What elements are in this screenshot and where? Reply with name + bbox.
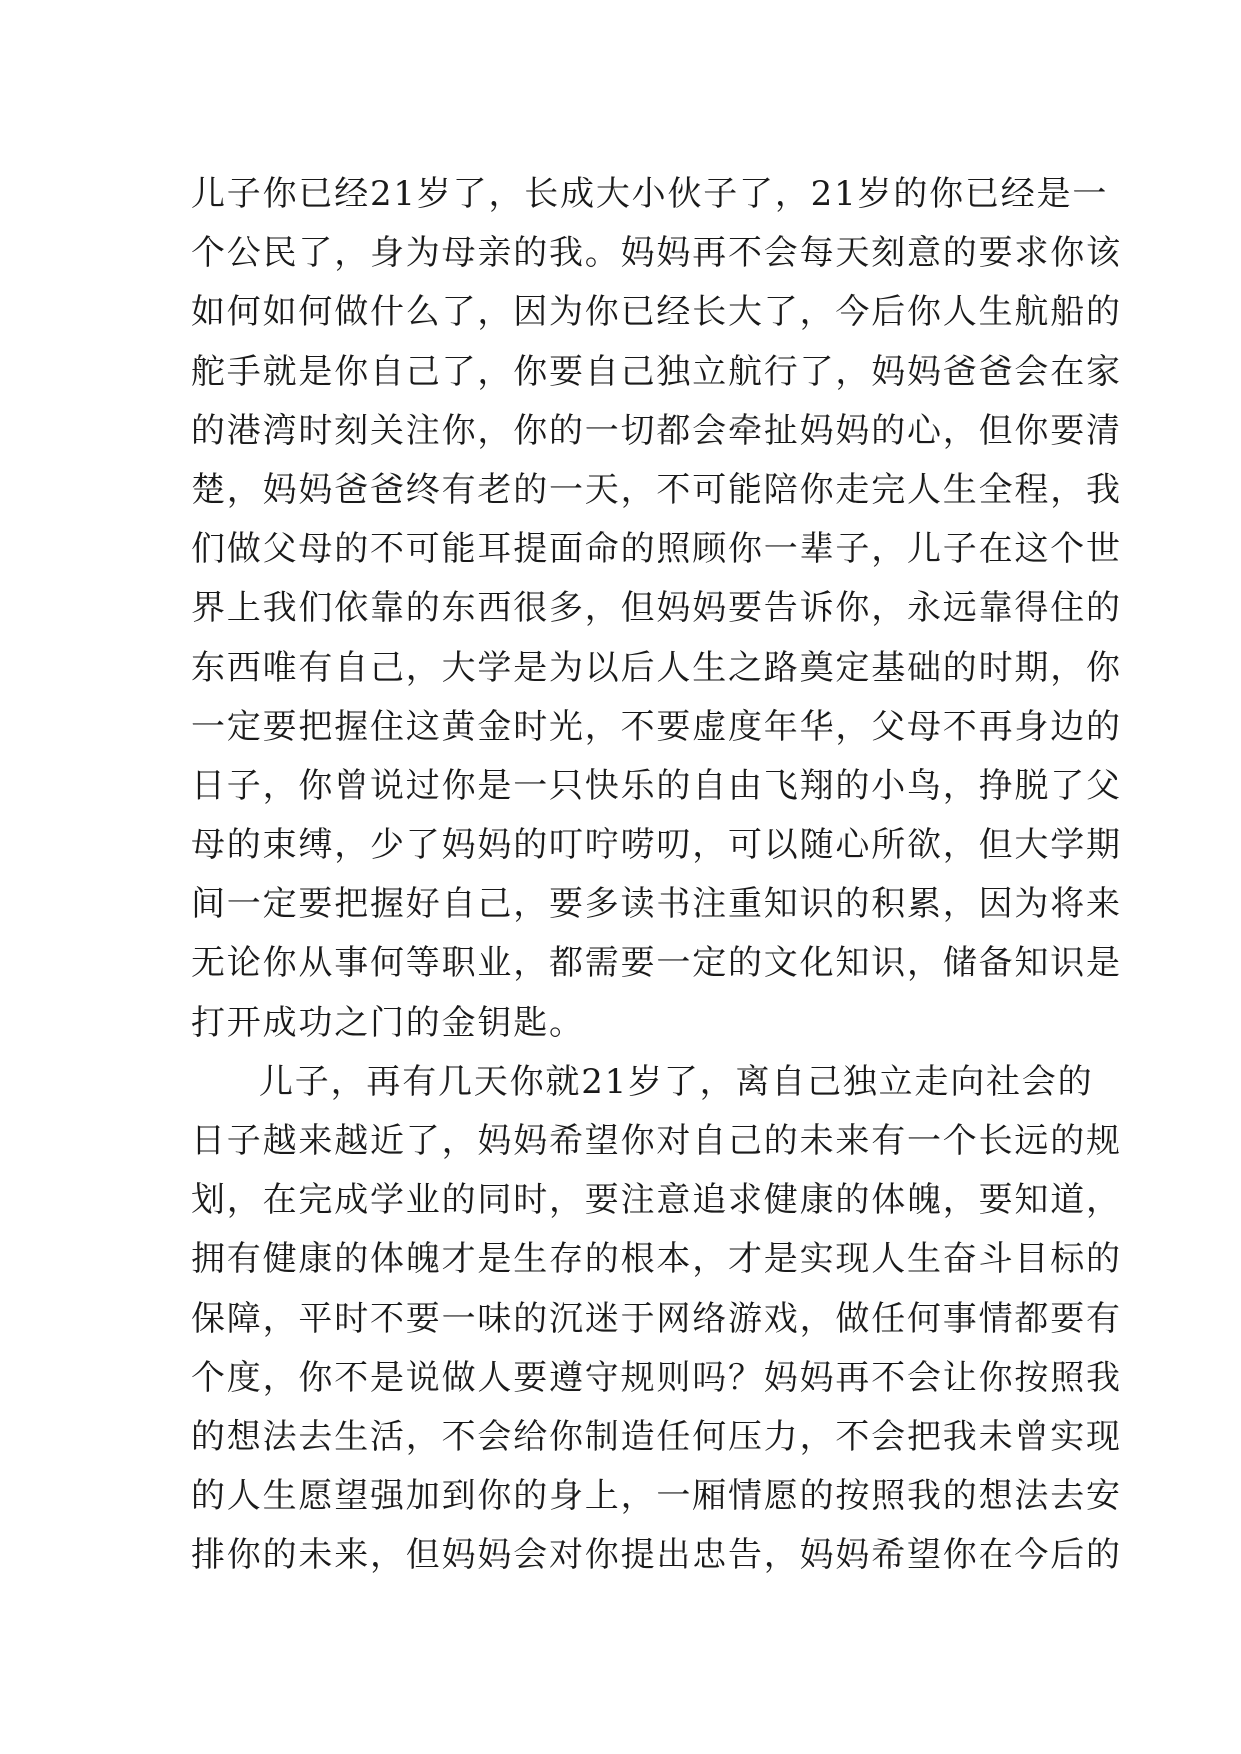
paragraph-2-line: 的人生愿望强加到你的身上，一厢情愿的按照我的想法去安 xyxy=(191,1476,1122,1517)
paragraph-1-line: 母的束缚，少了妈妈的叮咛唠叨，可以随心所欲，但大学期 xyxy=(191,825,1122,866)
paragraph-1-line: 个公民了，身为母亲的我。妈妈再不会每天刻意的要求你该 xyxy=(191,233,1122,274)
paragraph-1-line: 儿子你已经21岁了，长成大小伙子了，21岁的你已经是一 xyxy=(191,174,1109,214)
paragraph-1-line: 界上我们依靠的东西很多，但妈妈要告诉你，永远靠得住的 xyxy=(191,588,1122,629)
paragraph-1-line: 一定要把握住这黄金时光，不要虚度年华，父母不再身边的 xyxy=(191,706,1122,747)
paragraph-2-line: 的想法去生活，不会给你制造任何压力，不会把我未曾实现 xyxy=(191,1416,1122,1457)
paragraph-2-line: 个度，你不是说做人要遵守规则吗？妈妈再不会让你按照我 xyxy=(191,1357,1122,1398)
paragraph-1-line: 东西唯有自己，大学是为以后人生之路奠定基础的时期，你 xyxy=(191,647,1122,688)
paragraph-1-line: 无论你从事何等职业，都需要一定的文化知识，储备知识是 xyxy=(191,943,1122,984)
paragraph-1-line: 楚，妈妈爸爸终有老的一天，不可能陪你走完人生全程，我 xyxy=(191,469,1122,510)
paragraph-2-line: 保障，平时不要一味的沉迷于网络游戏，做任何事情都要有 xyxy=(191,1298,1122,1339)
paragraph-1-line: 们做父母的不可能耳提面命的照顾你一辈子，儿子在这个世 xyxy=(191,529,1122,570)
paragraph-1-line: 如何如何做什么了，因为你已经长大了，今后你人生航船的 xyxy=(191,292,1122,333)
paragraph-2-line: 拥有健康的体魄才是生存的根本，才是实现人生奋斗目标的 xyxy=(191,1239,1122,1280)
paragraph-1-line: 的港湾时刻关注你，你的一切都会牵扯妈妈的心，但你要清 xyxy=(191,410,1122,451)
paragraph-2-line: 儿子，再有几天你就21岁了，离自己独立走向社会的 xyxy=(259,1061,1094,1102)
paragraph-1-line: 日子，你曾说过你是一只快乐的自由飞翔的小鸟，挣脱了父 xyxy=(191,765,1122,806)
paragraph-2-line: 排你的未来，但妈妈会对你提出忠告，妈妈希望你在今后的 xyxy=(191,1535,1122,1576)
body-text xyxy=(191,165,1122,1586)
paragraph-1-line: 间一定要把握好自己，要多读书注重知识的积累，因为将来 xyxy=(191,884,1122,925)
paragraph-1-line: 打开成功之门的金钥匙。 xyxy=(191,1002,585,1043)
paragraph-2-line: 划，在完成学业的同时，要注意追求健康的体魄，要知道， xyxy=(191,1180,1122,1221)
paragraph-1-line: 舵手就是你自己了，你要自己独立航行了，妈妈爸爸会在家 xyxy=(191,351,1122,392)
paragraph-2-line: 日子越来越近了，妈妈希望你对自己的未来有一个长远的规 xyxy=(191,1121,1122,1161)
